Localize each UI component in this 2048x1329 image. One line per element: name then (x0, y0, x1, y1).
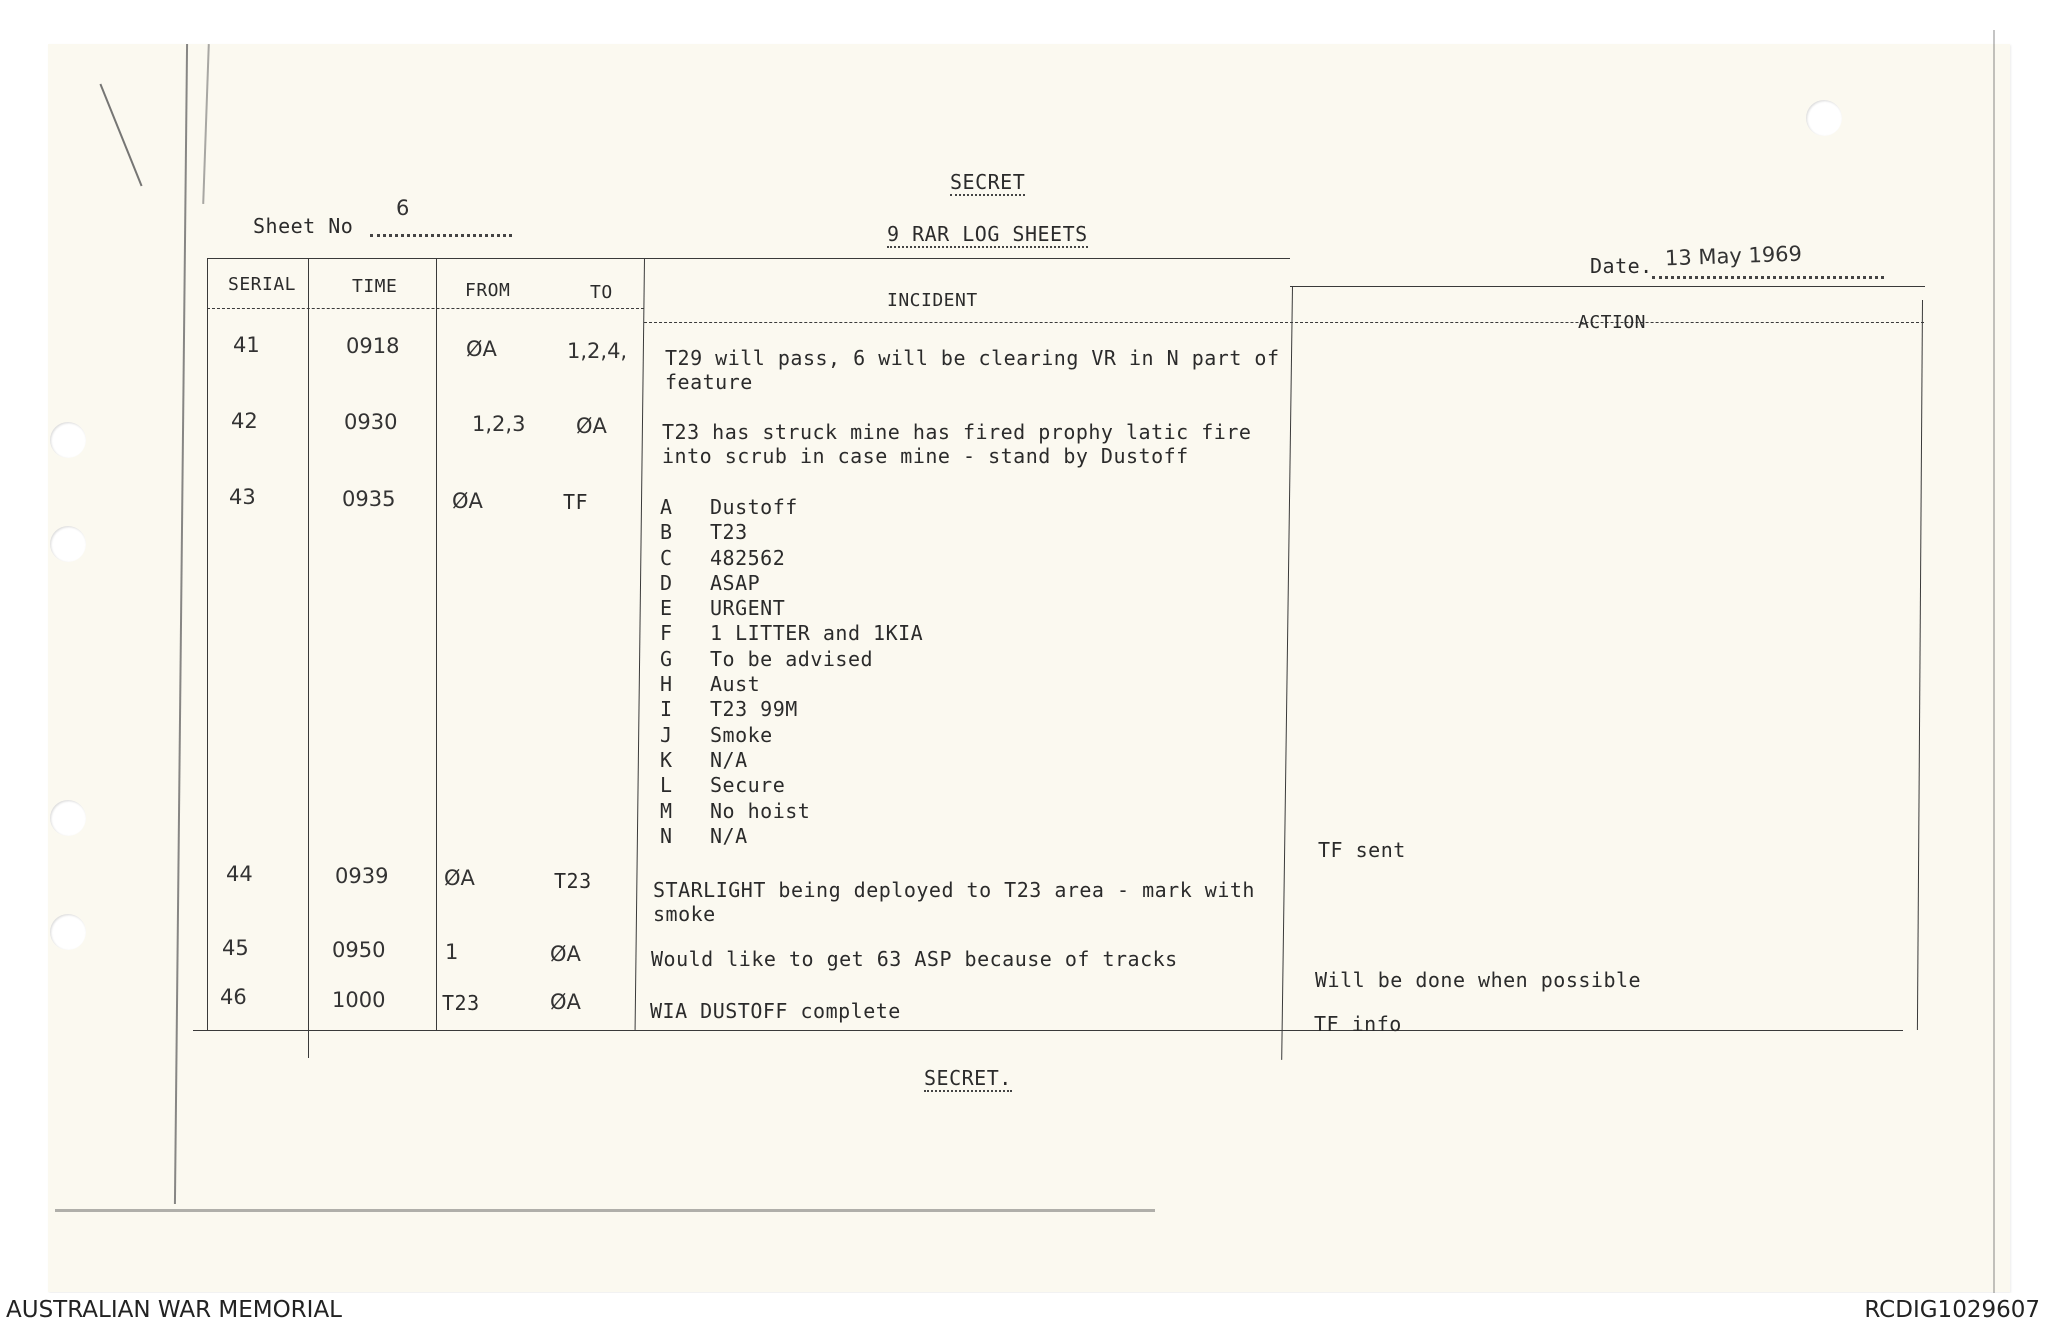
row-42-serial: 42 (231, 409, 258, 433)
row-46-time: 1000 (332, 988, 386, 1012)
header-divider (207, 308, 644, 309)
incident-line: WIA DUSTOFF complete (650, 999, 901, 1023)
row-43-from: ØA (452, 489, 483, 513)
row-43-action: TF sent (1318, 838, 1406, 862)
dustoff-value: N/A (710, 747, 748, 772)
dustoff-letter: G (660, 646, 673, 671)
serial-time-divider (308, 258, 309, 1058)
punch-hole (50, 422, 86, 458)
column-header-from: FROM (465, 280, 511, 301)
row-43-to: TF (563, 490, 589, 514)
dustoff-value: URGENT (710, 596, 786, 621)
row-44-from: ØA (444, 866, 475, 890)
dustoff-letter: A (660, 495, 673, 519)
date-value: 13 May 1969 (1664, 241, 1803, 271)
dustoff-value: Smoke (710, 722, 773, 747)
dustoff-value: Dustoff (710, 495, 798, 519)
row-46-action: TF info (1314, 1012, 1402, 1036)
row-44-serial: 44 (226, 862, 253, 886)
sheet-number: 6 (396, 196, 410, 220)
punch-hole (1806, 100, 1842, 136)
dustoff-letter: H (660, 672, 673, 697)
dustoff-letter: J (660, 722, 673, 747)
ink-mark (55, 1209, 1155, 1212)
dustoff-value: T23 (710, 520, 748, 545)
dustoff-value: Aust (710, 672, 761, 697)
dustoff-letter: D (660, 570, 673, 595)
row-45-serial: 45 (222, 936, 249, 960)
row-44-time: 0939 (335, 864, 389, 888)
dustoff-letter: E (660, 596, 673, 621)
date-field (1652, 276, 1884, 279)
dustoff-value: ASAP (710, 570, 761, 595)
incident-line: smoke (653, 902, 716, 926)
incident-line: T23 has struck mine has fired prophy latic fire (662, 420, 1252, 444)
table-bottom-border (193, 1030, 1903, 1031)
dustoff-value: 482562 (710, 545, 786, 570)
row-41-time: 0918 (346, 334, 400, 358)
sheet-number-field (370, 234, 512, 237)
footer-record-id: RCDIG1029607 (1864, 1297, 2040, 1323)
incident-line: feature (665, 370, 753, 394)
row-41-serial: 41 (233, 333, 260, 357)
row-46-incident (650, 999, 901, 1023)
classification-top: SECRET (950, 170, 1026, 194)
row-45-to: ØA (550, 942, 581, 966)
row-43-serial: 43 (229, 485, 256, 509)
incident-line: STARLIGHT being deployed to T23 area - mark with (653, 878, 1255, 902)
table-top-border (207, 258, 1290, 259)
dustoff-letter: B (660, 520, 673, 545)
punch-hole (50, 526, 86, 562)
dustoff-letter: K (660, 747, 673, 772)
dustoff-letter: M (660, 798, 673, 823)
footer-institution: AUSTRALIAN WAR MEMORIAL (6, 1297, 342, 1323)
dustoff-letter: I (660, 697, 673, 722)
punch-hole (50, 914, 86, 950)
row-46-from: T23 (442, 991, 480, 1015)
row-42-incident (662, 420, 1251, 468)
dustoff-value: Secure (710, 773, 786, 798)
column-header-action: ACTION (1578, 312, 1647, 333)
serial-left-border (207, 258, 208, 1030)
column-header-time: TIME (352, 276, 398, 297)
row-41-incident (665, 346, 1280, 394)
incident-line: into scrub in case mine - stand by Dustoff (662, 444, 1189, 468)
document-title: 9 RAR LOG SHEETS (887, 222, 1088, 246)
dustoff-request-letters (660, 495, 673, 849)
archive-footer (0, 1293, 2048, 1329)
punch-hole (50, 800, 86, 836)
dustoff-letter: C (660, 545, 673, 570)
dustoff-letter: N (660, 823, 673, 848)
row-45-incident (651, 947, 1178, 971)
dustoff-value: To be advised (710, 646, 874, 671)
header-divider (644, 322, 1924, 323)
dustoff-value: T23 99M (710, 697, 798, 722)
row-46-to: ØA (550, 990, 581, 1014)
dustoff-value: N/A (710, 823, 748, 848)
dustoff-value: 1 LITTER and 1KIA (710, 621, 924, 646)
row-45-from: 1 (445, 940, 459, 964)
row-46-serial: 46 (220, 985, 247, 1009)
time-from-divider (436, 258, 437, 1030)
row-45-time: 0950 (332, 938, 386, 962)
row-44-incident (653, 878, 1255, 926)
row-43-time: 0935 (342, 487, 396, 511)
row-44-to: T23 (554, 869, 592, 893)
column-header-to: TO (590, 282, 613, 303)
row-41-to: 1,2,4, (567, 339, 628, 363)
dustoff-request-values (710, 495, 923, 849)
incident-line: T29 will pass, 6 will be clearing VR in N part of (665, 346, 1280, 370)
row-41-from: ØA (466, 337, 497, 361)
dustoff-letter: F (660, 621, 673, 646)
dustoff-value: No hoist (710, 798, 811, 823)
row-45-action: Will be done when possible (1315, 968, 1642, 992)
incident-line: Would like to get 63 ASP because of tracks (651, 947, 1178, 971)
table-top-border-right (1290, 286, 1925, 287)
sheet-label: Sheet No (253, 214, 354, 238)
ink-mark (1993, 30, 1995, 1300)
column-header-incident: INCIDENT (887, 290, 978, 311)
dustoff-letter: L (660, 773, 673, 798)
row-42-to: ØA (576, 414, 607, 438)
row-42-time: 0930 (344, 410, 398, 434)
column-header-serial: SERIAL (228, 274, 297, 295)
row-42-from: 1,2,3 (472, 412, 526, 436)
classification-bottom: SECRET. (924, 1066, 1012, 1090)
date-label: Date. (1590, 254, 1653, 278)
